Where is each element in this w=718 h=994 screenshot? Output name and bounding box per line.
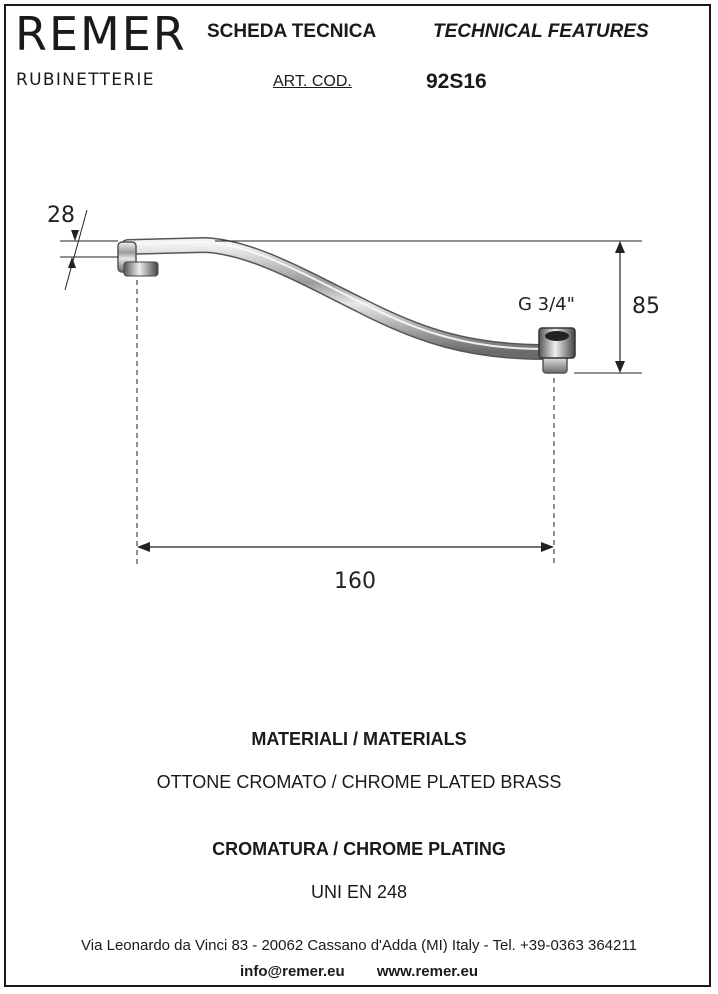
art-code-label: ART. COD. — [273, 73, 352, 90]
dim-160-label: 160 — [334, 569, 376, 594]
thread-label: G 3/4" — [518, 294, 575, 315]
contact-line — [0, 963, 718, 980]
materials-heading: MATERIALI / MATERIALS — [251, 729, 467, 749]
arrow-head — [541, 542, 554, 552]
arrow-head — [137, 542, 150, 552]
dim-28-label: 28 — [47, 203, 75, 228]
dim-85-label: 85 — [632, 294, 660, 319]
materials-value: OTTONE CROMATO / CHROME PLATED BRASS — [156, 772, 562, 792]
website-link[interactable]: www.remer.eu — [376, 963, 478, 980]
plating-heading: CROMATURA / CHROME PLATING — [212, 839, 506, 859]
arrow-head — [615, 361, 625, 373]
brand-subtitle: RUBINETTERIE — [16, 70, 155, 90]
art-code-value: 92S16 — [426, 70, 487, 93]
arrow-head — [615, 241, 625, 253]
inlet-nut — [539, 328, 575, 373]
email-link[interactable]: info@remer.eu — [240, 963, 345, 980]
plating-value: UNI EN 248 — [310, 882, 408, 902]
brand-logo: REMER — [15, 7, 187, 61]
spout-pipe — [128, 242, 545, 352]
company-address: Via Leonardo da Vinci 83 - 20062 Cassano d'Adda (MI) Italy - Tel. +39-0363 364211 — [81, 937, 637, 954]
title-english: TECHNICAL FEATURES — [433, 21, 649, 42]
title-italian: SCHEDA TECNICA — [207, 21, 377, 42]
arrow-head — [68, 257, 76, 268]
arrow-head — [71, 230, 79, 241]
